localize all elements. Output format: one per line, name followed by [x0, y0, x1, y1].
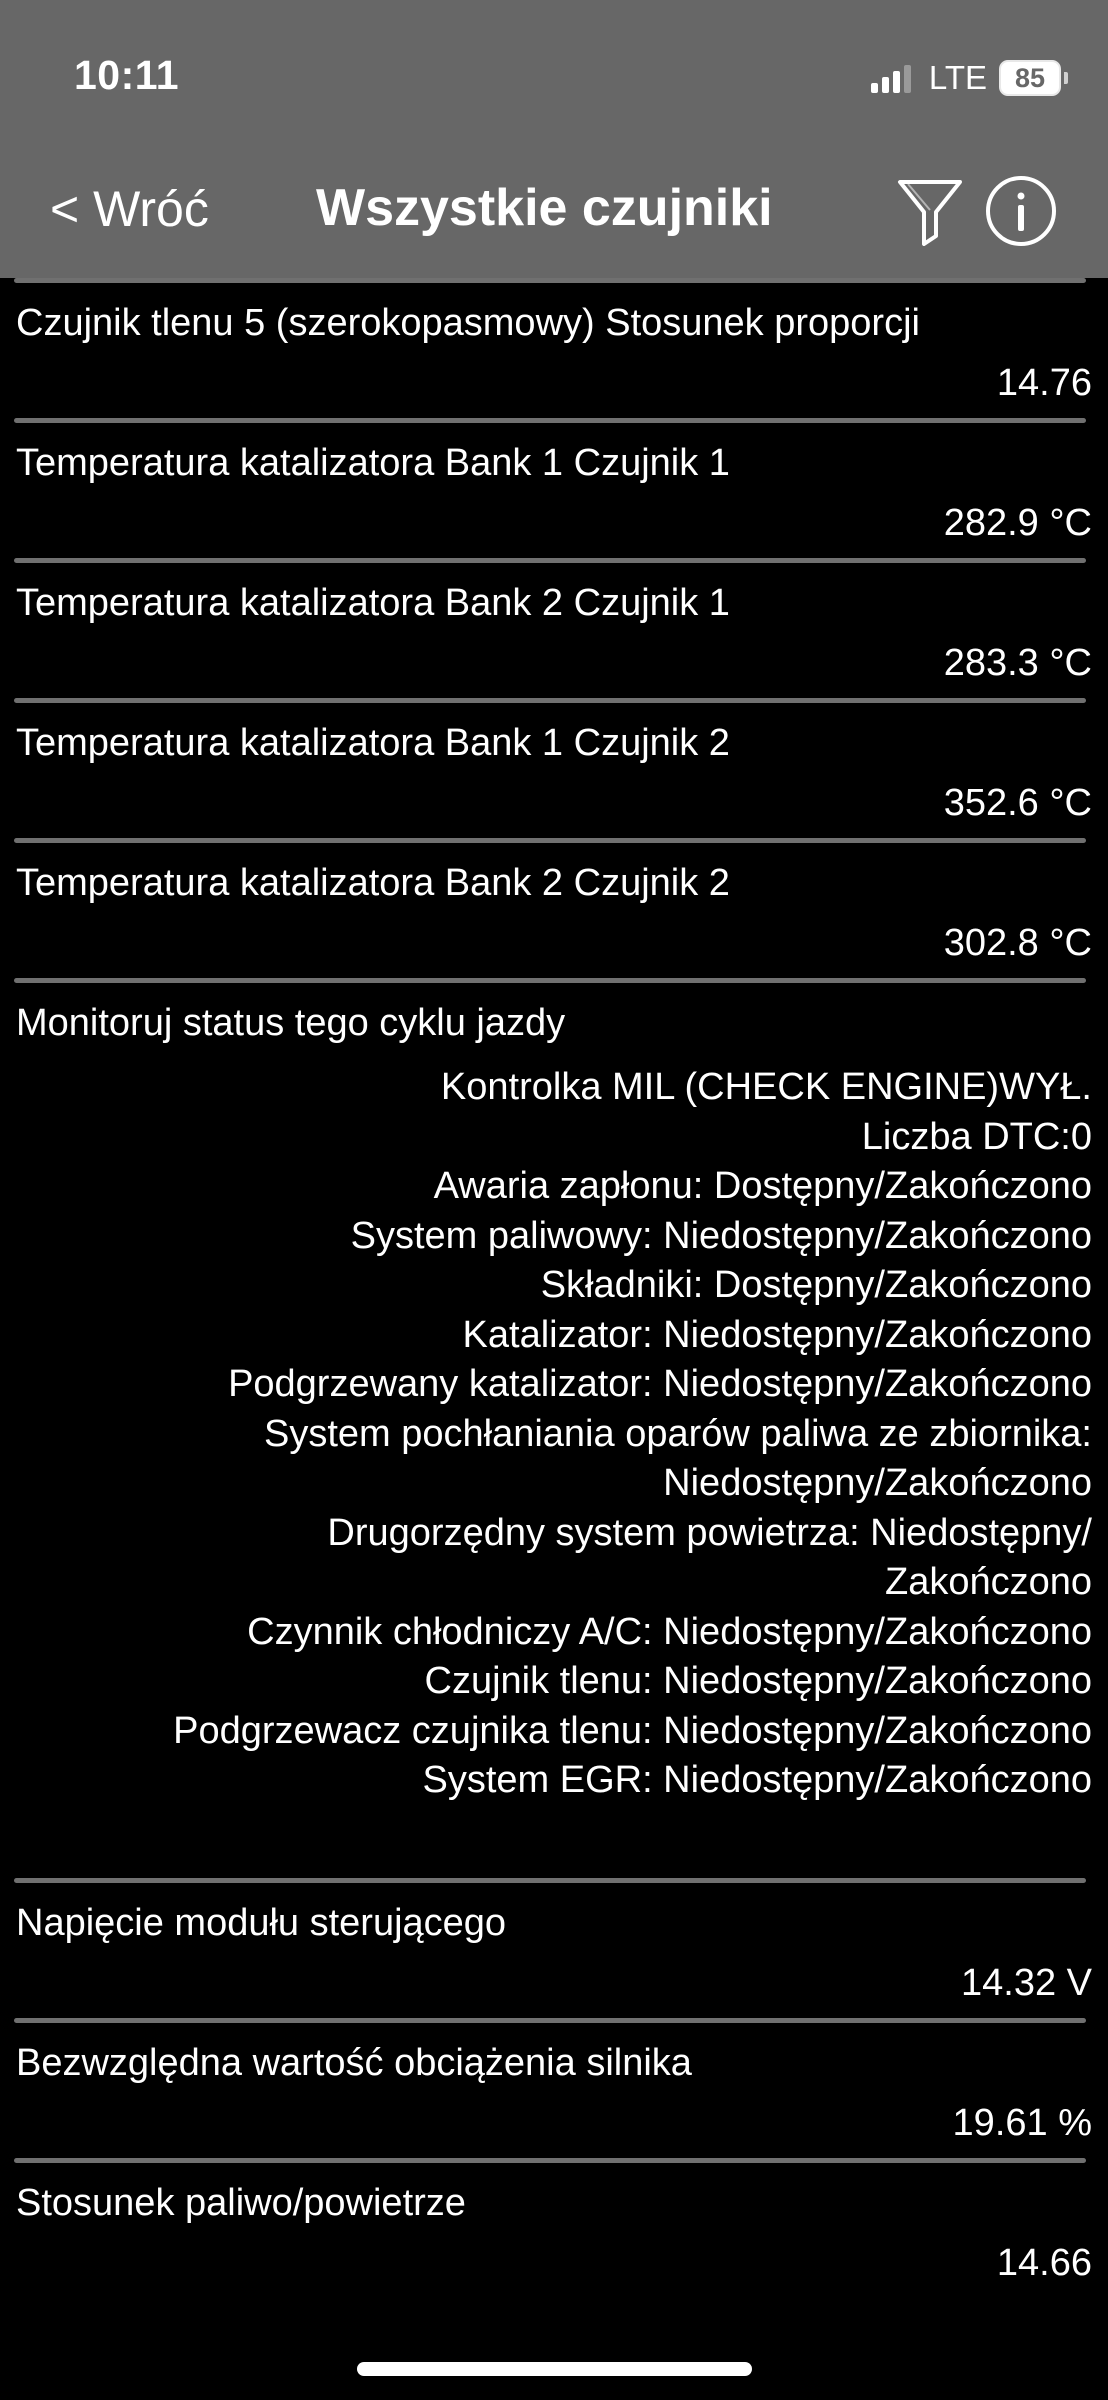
sensor-label: Temperatura katalizatora Bank 2 Czujnik 2: [16, 862, 730, 904]
sensor-item[interactable]: [0, 703, 1108, 838]
sensor-value: 283.3 °C: [943, 642, 1092, 684]
sensor-value: 14.76: [996, 362, 1092, 404]
sensor-item[interactable]: [0, 2163, 1108, 2298]
signal-icon: [871, 63, 915, 93]
status-indicators: [871, 58, 1068, 98]
status-time: 10:11: [74, 52, 180, 98]
filter-icon: [894, 174, 966, 246]
sensor-item[interactable]: [0, 423, 1108, 558]
info-icon: [984, 174, 1058, 248]
sensor-item[interactable]: [0, 563, 1108, 698]
monitor-status-item[interactable]: [0, 983, 1108, 1878]
monitor-status-line: System EGR: Niedostępny/Zakończono: [422, 1759, 1092, 1801]
monitor-status-line: Liczba DTC:0: [861, 1115, 1092, 1158]
monitor-status-line: Składniki: Dostępny/Zakończono: [540, 1264, 1092, 1306]
home-indicator[interactable]: [357, 2362, 752, 2376]
filter-button[interactable]: [894, 174, 966, 246]
back-button[interactable]: < Wróć: [50, 181, 209, 237]
sensor-label: Bezwzględna wartość obciążenia silnika: [16, 2041, 692, 2084]
sensor-label: Stosunek paliwo/powietrze: [16, 2181, 466, 2224]
monitor-status-line: Podgrzewany katalizator: Niedostępny/Zakończono: [228, 1363, 1092, 1405]
sensor-item[interactable]: [0, 283, 1108, 418]
battery-level: 85: [999, 60, 1061, 96]
battery-cap: [1064, 72, 1068, 84]
sensor-item[interactable]: [0, 2023, 1108, 2158]
monitor-status-line: Katalizator: Niedostępny/Zakończono: [462, 1313, 1092, 1356]
monitor-status-label: Monitoruj status tego cyklu jazdy: [16, 1002, 566, 1044]
battery-icon: [999, 60, 1068, 96]
monitor-status-line: Kontrolka MIL (CHECK ENGINE)WYŁ.: [440, 1066, 1092, 1108]
sensor-label: Temperatura katalizatora Bank 1 Czujnik 1: [16, 442, 730, 484]
page-title: Wszystkie czujniki: [316, 179, 773, 237]
monitor-status-line: System pochłaniania oparów paliwa ze zbiornika:: [263, 1412, 1092, 1455]
sensor-value: 14.32 V: [961, 1961, 1092, 2004]
monitor-status-lines: [16, 1053, 1092, 1878]
sensor-label: Napięcie modułu sterującego: [16, 1901, 507, 1944]
network-type: LTE: [928, 59, 987, 96]
monitor-status-line: Awaria zapłonu: Dostępny/Zakończono: [433, 1165, 1092, 1207]
monitor-status-line: Niedostępny/Zakończono: [663, 1462, 1092, 1504]
sensor-list[interactable]: [0, 278, 1108, 2298]
sensor-value: 352.6 °C: [943, 782, 1092, 824]
monitor-status-line: Podgrzewacz czujnika tlenu: Niedostępny/Zakończono: [173, 1709, 1092, 1752]
sensor-label: Czujnik tlenu 5 (szerokopasmowy) Stosunek proporcji: [16, 302, 920, 344]
sensor-label: Temperatura katalizatora Bank 1 Czujnik 2: [16, 722, 730, 764]
monitor-status-line: Drugorzędny system powietrza: Niedostępny/: [327, 1511, 1092, 1554]
sensor-label: Temperatura katalizatora Bank 2 Czujnik 1: [16, 582, 730, 624]
monitor-status-line: Zakończono: [884, 1561, 1092, 1603]
monitor-status-line: System paliwowy: Niedostępny/Zakończono: [350, 1214, 1092, 1257]
sensor-item[interactable]: [0, 1883, 1108, 2018]
sensor-item[interactable]: [0, 843, 1108, 978]
monitor-status-line: Czujnik tlenu: Niedostępny/Zakończono: [424, 1660, 1092, 1702]
sensor-value: 302.8 °C: [943, 922, 1092, 964]
monitor-status-line: Czynnik chłodniczy A/C: Niedostępny/Zakończono: [247, 1610, 1092, 1653]
info-button[interactable]: [984, 174, 1058, 248]
header: [0, 0, 1108, 278]
sensor-value: 14.66: [996, 2241, 1092, 2284]
sensor-value: 19.61 %: [952, 2101, 1092, 2144]
sensor-value: 282.9 °C: [943, 502, 1092, 544]
